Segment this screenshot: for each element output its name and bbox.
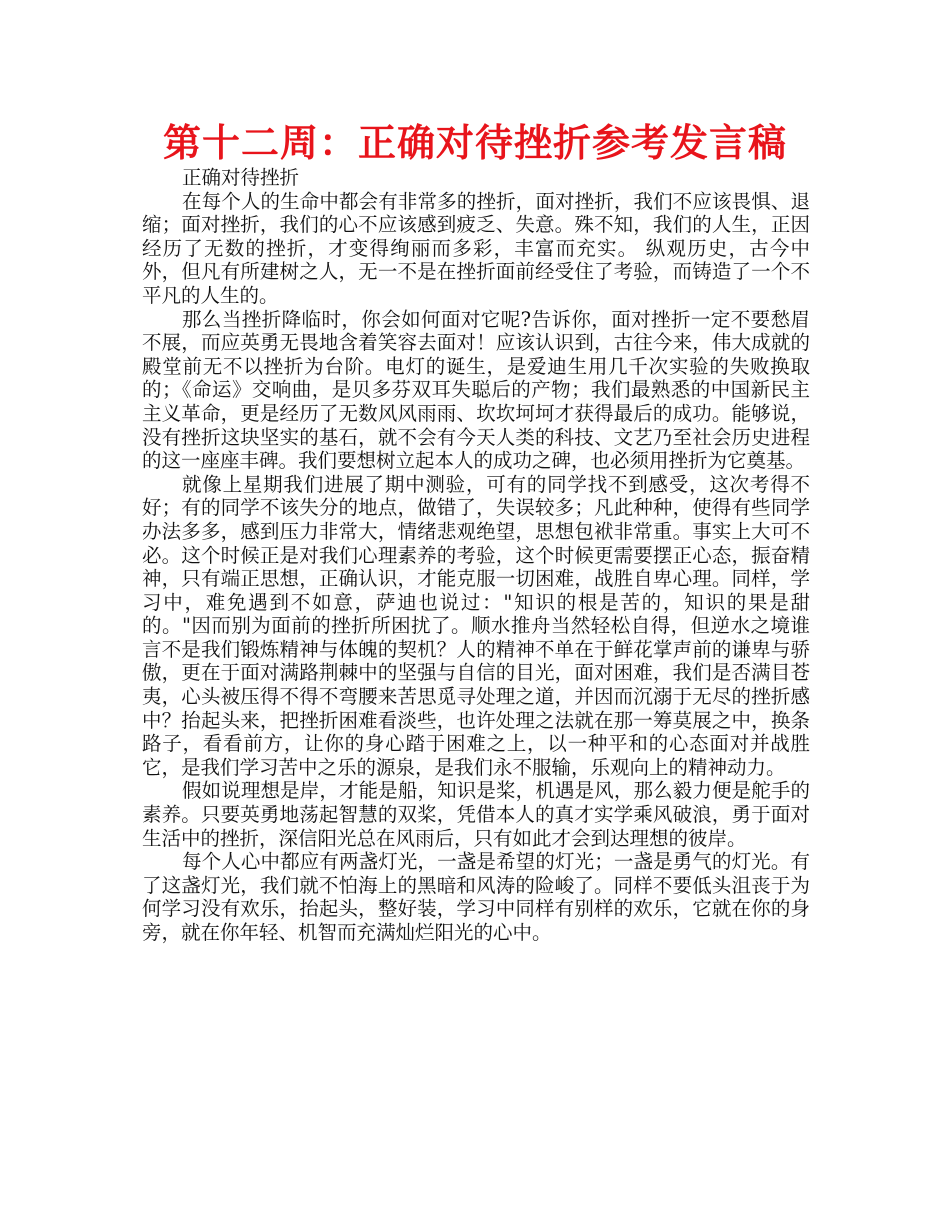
paragraph-1: 在每个人的生命中都会有非常多的挫折，面对挫折，我们不应该畏惧、退缩；面对挫折，我们的心不应该感到疲乏、失意。殊不知，我们的人生，正因经历了无数的挫折，才变得绚丽而多彩，丰富而充实。 纵观历史，古今中外，但凡有所建树之人，无一不是在挫折面前经受住了考验，而铸造了一个不平凡的人生的。 bbox=[142, 189, 810, 307]
paragraph-2: 那么当挫折降临时，你会如何面对它呢?告诉你，面对挫折一定不要愁眉不展，而应英勇无畏地含着笑容去面对！应该认识到，古往今来，伟大成就的殿堂前无不以挫折为台阶。电灯的诞生，是爱迪生用几千次实验的失败换取的；《命运》交响曲，是贝多芬双耳失聪后的产物；我们最熟悉的中国新民主主义革命，更是经历了无数风风雨雨、坎坎坷坷才获得最后的成功。能够说，没有挫折这块坚实的基石，就不会有今天人类的科技、文艺乃至社会历史进程的这一座座丰碑。我们要想树立起本人的成功之碑，也必须用挫折为它奠基。 bbox=[142, 307, 810, 473]
paragraph-3: 就像上星期我们进展了期中测验，可有的同学找不到感受，这次考得不好；有的同学不该失分的地点，做错了，失误较多；凡此种种，使得有些同学办法多多，感到压力非常大，情绪悲观绝望，思想包袱非常重。事实上大可不必。这个时候正是对我们心理素养的考验，这个时候更需要摆正心态，振奋精神，只有端正思想，正确认识，才能克服一切困难，战胜自卑心理。同样，学习中，难免遇到不如意，萨迪也说过："知识的根是苦的，知识的果是甜的。"因而别为面前的挫折所困扰了。顺水推舟当然轻松自得，但逆水之境谁言不是我们锻炼精神与体魄的契机？人的精神不单在于鲜花掌声前的谦卑与骄傲，更在于面对满路荆棘中的坚强与自信的目光，面对困难，我们是否满目苍夷，心头被压得不得不弯腰来苦思觅寻处理之道，并因而沉溺于无尽的挫折感中？抬起头来，把挫折困难看淡些，也许处理之法就在那一筹莫展之中，换条路子，看看前方，让你的身心踏于困难之上，以一种平和的心态面对并战胜它，是我们学习苦中之乐的源泉，是我们永不服输，乐观向上的精神动力。 bbox=[142, 472, 810, 779]
document-subtitle: 正确对待挫折 bbox=[182, 166, 300, 189]
document-title: 第十二周：正确对待挫折参考发言稿 bbox=[162, 121, 787, 165]
paragraph-5: 每个人心中都应有两盏灯光，一盏是希望的灯光；一盏是勇气的灯光。有了这盏灯光，我们就不怕海上的黑暗和风涛的险峻了。同样不要低头沮丧于为何学习没有欢乐，抬起头，整好装，学习中同样有别样的欢乐，它就在你的身旁，就在你年轻、机智而充满灿烂阳光的心中。 bbox=[142, 850, 810, 944]
paragraph-4: 假如说理想是岸，才能是船，知识是桨，机遇是风，那么毅力便是舵手的素养。只要英勇地荡起智慧的双桨，凭借本人的真才实学乘风破浪，勇于面对生活中的挫折，深信阳光总在风雨后，只有如此才会到达理想的彼岸。 bbox=[142, 779, 810, 850]
document-body bbox=[142, 166, 810, 945]
